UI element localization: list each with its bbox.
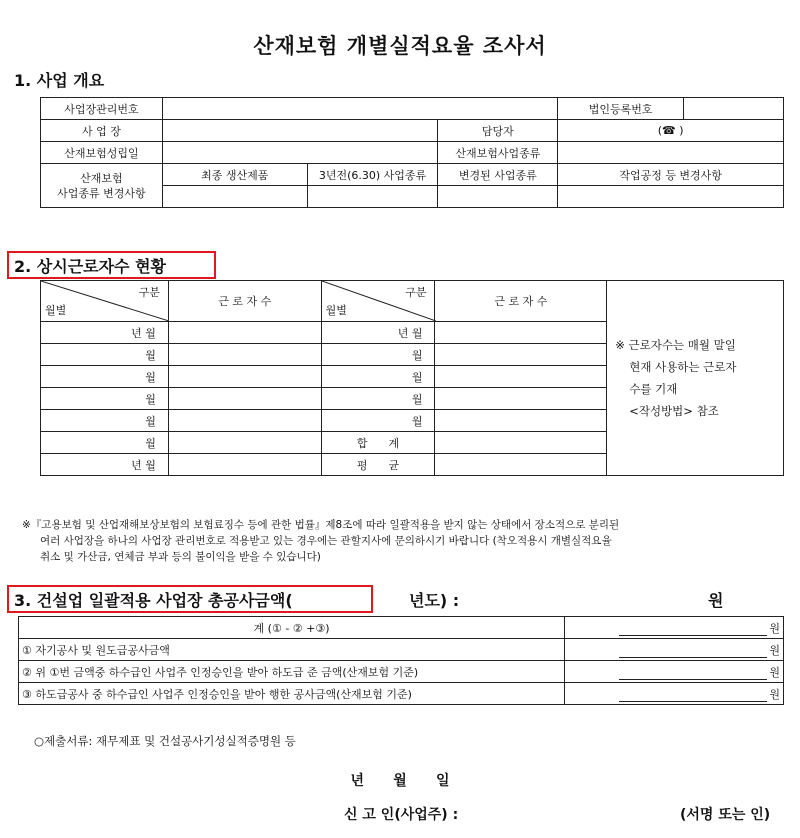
- amount-received-value[interactable]: 원: [565, 683, 784, 705]
- section2-heading: 2. 상시근로자수 현황: [14, 257, 166, 276]
- right-header-diag: 구분 월별: [321, 281, 435, 322]
- amount-own-value[interactable]: 원: [565, 639, 784, 661]
- left-month-0: 년 월: [41, 322, 169, 344]
- left-count-6[interactable]: [168, 454, 321, 476]
- biz-type-value[interactable]: [558, 142, 784, 164]
- left-count-3[interactable]: [168, 388, 321, 410]
- right-count-0[interactable]: [435, 322, 607, 344]
- left-count-1[interactable]: [168, 344, 321, 366]
- average-count[interactable]: [435, 454, 607, 476]
- left-count-5[interactable]: [168, 432, 321, 454]
- mgmt-no-value[interactable]: [162, 98, 557, 120]
- col-changed-biz-type: 변경된 사업종류: [438, 164, 558, 186]
- left-month-2: 월: [41, 366, 169, 388]
- reporter-label: 신 고 인(사업주) :: [344, 807, 459, 823]
- est-date-label: 산재보험성립일: [41, 142, 163, 164]
- amount-subcontracted-value[interactable]: 원: [565, 661, 784, 683]
- submit-documents: ○제출서류: 재무제표 및 건설공사기성실적증명원 등: [34, 734, 296, 748]
- left-month-6: 년 월: [41, 454, 169, 476]
- manager-label: 담당자: [438, 120, 558, 142]
- mgmt-no-label: 사업장관리번호: [41, 98, 163, 120]
- right-count-3[interactable]: [435, 388, 607, 410]
- business-overview-table: [40, 97, 784, 208]
- right-workers-header: 근 로 자 수: [435, 281, 607, 322]
- legal-note: ※『고용보험 및 산업재해보상보험의 보험료징수 등에 관한 법률』제8조에 따라 일괄적용을 받지 않는 상태에서 장소적으로 분리된 여러 사업장을 하나의 사업장 관리번호로 적용받고 있는 경우에는 관할지사에 문의하시기 바랍니다 (착오적용시 개별실적요율 취소 및 가산금, 연체금 부과 등의 불이익을 받을 수 있습니다): [22, 519, 620, 563]
- right-count-4[interactable]: [435, 410, 607, 432]
- process-change-value[interactable]: [558, 186, 784, 208]
- document-title: 산재보험 개별실적요율 조사서: [253, 34, 547, 58]
- section3-year: 년도) :: [409, 591, 460, 610]
- final-product-value[interactable]: [162, 186, 307, 208]
- side-note: ※ 근로자수는 매월 말일 현재 사용하는 근로자 수를 기재 <작성방법> 참조: [607, 281, 784, 476]
- right-month-1: 월: [321, 344, 435, 366]
- section3-heading: 3. 건설업 일괄적용 사업장 총공사금액(: [14, 591, 293, 610]
- corp-no-label: 법인등록번호: [558, 98, 684, 120]
- col-process-change: 작업공정 등 변경사항: [558, 164, 784, 186]
- amount-total-label: 계 (① - ② +③): [19, 617, 565, 639]
- right-month-0: 년 월: [321, 322, 435, 344]
- left-month-3: 월: [41, 388, 169, 410]
- left-workers-header: 근 로 자 수: [168, 281, 321, 322]
- workers-table: [40, 280, 784, 476]
- total-count[interactable]: [435, 432, 607, 454]
- total-label: 합 계: [321, 432, 435, 454]
- right-count-1[interactable]: [435, 344, 607, 366]
- right-month-3: 월: [321, 388, 435, 410]
- left-header-diag: 구분 월별: [41, 281, 169, 322]
- right-month-4: 월: [321, 410, 435, 432]
- amount-subcontracted-label: ② 위 ①번 금액중 하수급인 사업주 인정승인을 받아 하도급 준 금액(산재보험 기준): [19, 661, 565, 683]
- construction-amount-table: [18, 616, 784, 705]
- section3-won: 원: [708, 591, 724, 610]
- left-month-5: 월: [41, 432, 169, 454]
- right-count-2[interactable]: [435, 366, 607, 388]
- left-count-2[interactable]: [168, 366, 321, 388]
- left-month-1: 월: [41, 344, 169, 366]
- left-count-0[interactable]: [168, 322, 321, 344]
- biz-type-label: 산재보험사업종류: [438, 142, 558, 164]
- section1-heading: 1. 사업 개요: [14, 71, 105, 90]
- biz-type-3y-value[interactable]: [307, 186, 438, 208]
- col-final-product: 최종 생산제품: [162, 164, 307, 186]
- average-label: 평 균: [321, 454, 435, 476]
- amount-received-label: ③ 하도급공사 중 하수급인 사업주 인정승인을 받아 행한 공사금액(산재보험 기준): [19, 683, 565, 705]
- left-count-4[interactable]: [168, 410, 321, 432]
- phone-field[interactable]: (☎ ): [558, 120, 784, 142]
- col-biz-type-3y: 3년전(6.30) 사업종류: [307, 164, 438, 186]
- amount-total-value[interactable]: 원: [565, 617, 784, 639]
- workplace-label: 사 업 장: [41, 120, 163, 142]
- changed-biz-type-value[interactable]: [438, 186, 558, 208]
- right-month-2: 월: [321, 366, 435, 388]
- est-date-value[interactable]: [162, 142, 438, 164]
- amount-own-label: ① 자기공사 및 원도급공사금액: [19, 639, 565, 661]
- left-month-4: 월: [41, 410, 169, 432]
- date-line: 년 월 일: [350, 773, 450, 789]
- corp-no-value[interactable]: [684, 98, 784, 120]
- change-label: 산재보험 사업종류 변경사항: [41, 164, 163, 208]
- sign-label: (서명 또는 인): [680, 807, 771, 823]
- workplace-value[interactable]: [162, 120, 438, 142]
